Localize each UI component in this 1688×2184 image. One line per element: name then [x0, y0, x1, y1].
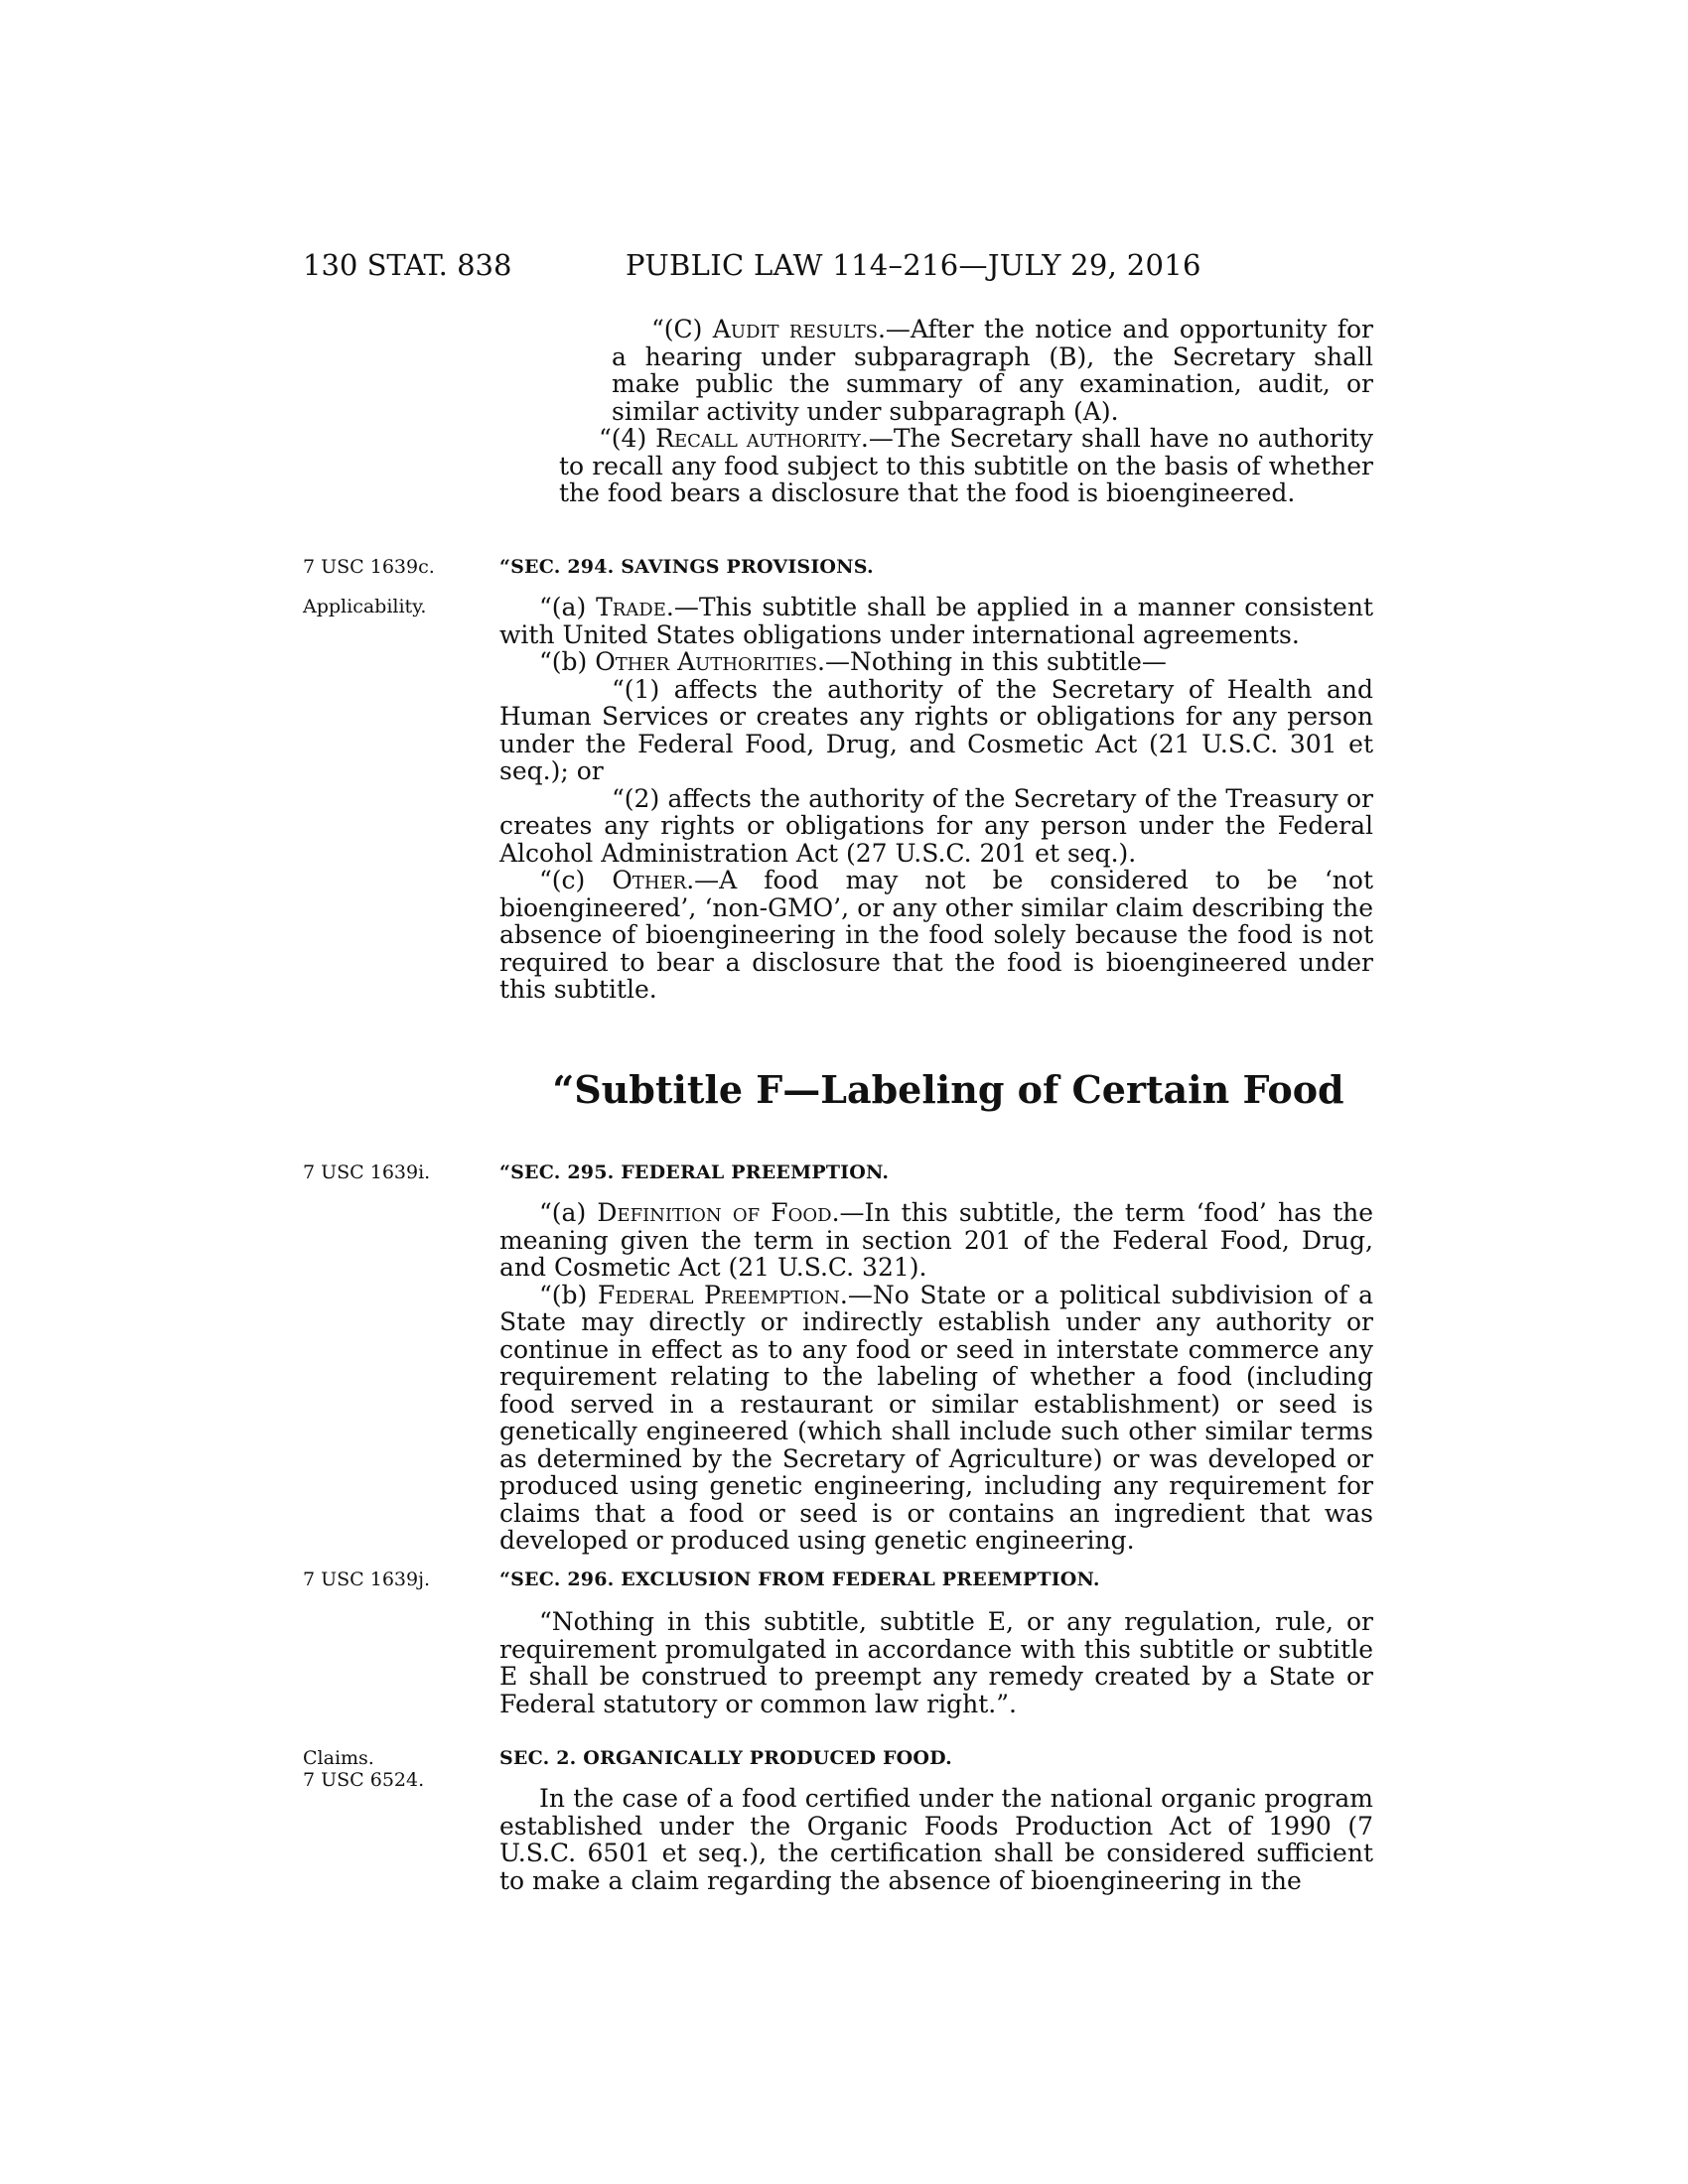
section-heading-296: “SEC. 296. EXCLUSION FROM FEDERAL PREEMPTION. — [499, 1569, 1100, 1590]
audit-recall-block — [499, 316, 1373, 507]
paragraph-other: “(c) Other.—A food may not be considered to be ‘not bioengineered’, ‘non-GMO’, or any other similar claim describing the absence of bioengineering in the food solely because the food is not required to bear a disclosure that the food is bioengineered under this subtitle. — [499, 866, 1373, 1004]
subtitle-f-heading: “Subtitle F—Labeling of Certain Food — [552, 1067, 1344, 1112]
paragraph-organic: In the case of a food certified under the national organic program established under the Organic Foods Production Act of 1990 (7 U.S.C. 6501 et seq.), the certification shall be considered sufficient to make a claim regarding the absence of bioengineering in the — [499, 1784, 1373, 1895]
margin-note-claims: Claims. — [303, 1747, 374, 1769]
paragraph-definition-of-food: “(a) Definition of Food.—In this subtitle, the term ‘food’ has the meaning given the term in section 201 of the Federal Food, Drug, and Cosmetic Act (21 U.S.C. 321). — [499, 1198, 1374, 1282]
paragraph-b1: “(1) affects the authority of the Secretary of Health and Human Services or creates any rights or obligations for any person under the Federal Food, Drug, and Cosmetic Act (21 U.S.C. 301 et seq.); or — [499, 674, 1373, 785]
margin-note-usc-1639c: 7 USC 1639c. — [303, 556, 435, 578]
paragraph-trade: “(a) Trade.—This subtitle shall be applied in a manner consistent with United States obligations under international agreements. — [499, 593, 1373, 649]
section-295-body — [499, 1199, 1373, 1555]
stat-page-number: 130 STAT. 838 — [303, 248, 512, 282]
paragraph-b2: “(2) affects the authority of the Secretary of the Treasury or creates any rights or obligations for any person under the Federal Alcohol Administration Act (27 U.S.C. 201 et seq.). — [499, 783, 1373, 868]
section-heading-294: “SEC. 294. SAVINGS PROVISIONS. — [499, 556, 874, 578]
paragraph-exclusion: “Nothing in this subtitle, subtitle E, or any regulation, rule, or requirement promulgated in accordance with this subtitle or subtitle E shall be construed to preempt any remedy created by a State or Federal statutory or common law right.”. — [499, 1607, 1373, 1718]
section-heading-sec-2: SEC. 2. ORGANICALLY PRODUCED FOOD. — [499, 1747, 952, 1769]
section-294-body — [499, 594, 1373, 1004]
margin-note-usc-1639i: 7 USC 1639i. — [303, 1161, 431, 1183]
margin-note-usc-6524: 7 USC 6524. — [303, 1769, 425, 1791]
margin-note-usc-1639j: 7 USC 1639j. — [303, 1569, 431, 1590]
section-2-body — [499, 1785, 1373, 1894]
paragraph-recall-authority: “(4) Recall authority.—The Secretary shall have no authority to recall any food subject to this subtitle on the basis of whether the food bears a disclosure that the food is bioengineered. — [559, 424, 1374, 507]
margin-note-applicability: Applicability. — [303, 596, 427, 617]
public-law-title: PUBLIC LAW 114–216—JULY 29, 2016 — [626, 248, 1201, 282]
paragraph-audit-results: “(C) Audit results.—After the notice and opportunity for a hearing under subparagraph (B), the Secretary shall make public the summary of any examination, audit, or similar activity under subparagraph (A). — [612, 315, 1374, 426]
paragraph-federal-preemption: “(b) Federal Preemption.—No State or a political subdivision of a State may directly or indirectly establish under any authority or continue in effect as to any food or seed in interstate commerce any requirement relating to the labeling of whether a food (including food served in a restaurant or similar establishment) or seed is genetically engineered (which shall include such other similar terms as determined by the Secretary of Agriculture) or was developed or produced using genetic engineering, including any requirement for claims that a food or seed is or contains an ingredient that was developed or produced using genetic engineering. — [499, 1280, 1373, 1555]
section-heading-295: “SEC. 295. FEDERAL PREEMPTION. — [499, 1161, 890, 1183]
page-header — [303, 248, 1375, 288]
paragraph-other-authorities: “(b) Other Authorities.—Nothing in this subtitle— — [539, 647, 1167, 676]
section-296-body — [499, 1608, 1373, 1717]
